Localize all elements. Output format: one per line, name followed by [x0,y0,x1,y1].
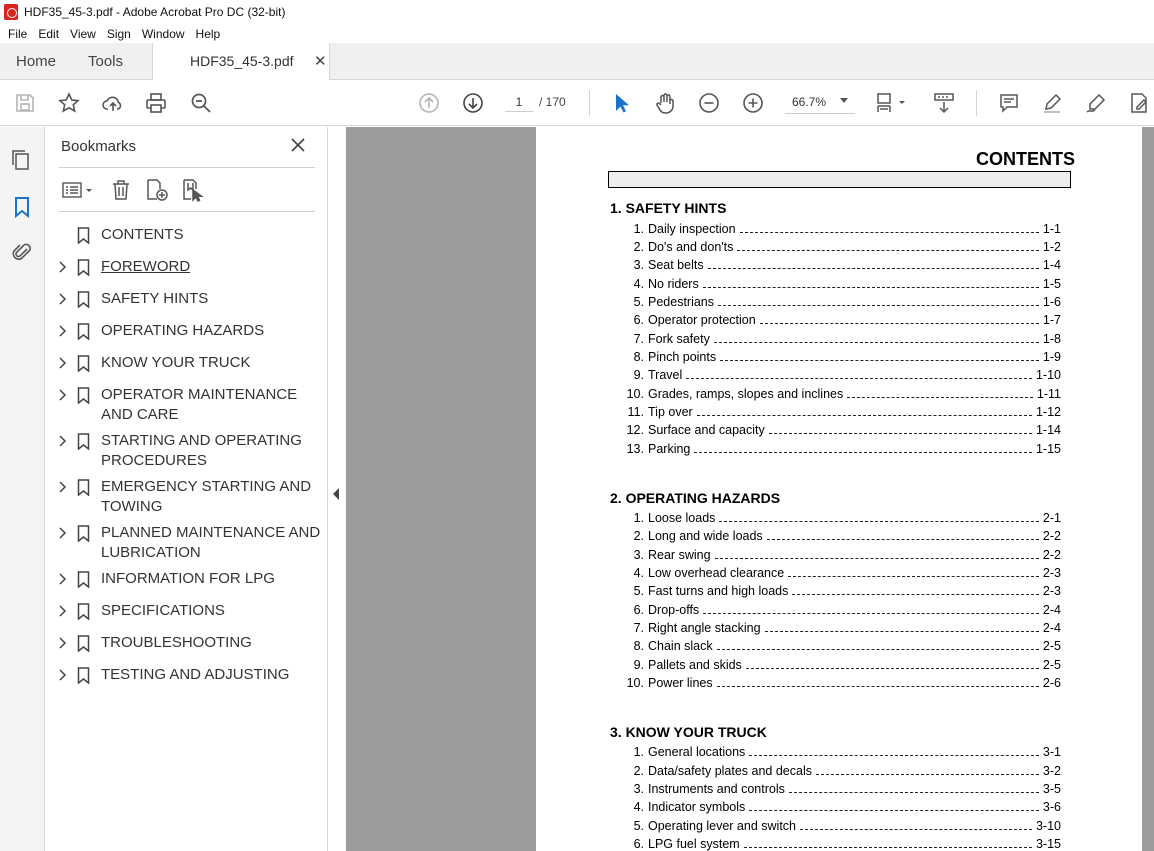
toc-page: 1-6 [1042,295,1061,309]
toc-text: Instruments and controls [648,782,785,796]
toc-text: Loose loads [648,511,716,525]
toc-entry[interactable] [616,658,1061,676]
toc-text: Tip over [648,405,693,419]
toc-num: 9. [633,368,644,382]
toc-page: 2-3 [1042,566,1061,580]
bookmark-label: KNOW YOUR TRUCK [101,354,251,371]
bookmark-icon [77,603,90,620]
sign-icon[interactable] [1084,91,1108,115]
bookmark-label: TESTING AND ADJUSTING [101,666,290,683]
divider [59,211,315,212]
zoom-search-icon[interactable] [189,91,213,115]
toc-entry[interactable] [616,423,1061,441]
toc-text: No riders [648,277,699,291]
toc-text: LPG fuel system [648,837,740,851]
page-heading: CONTENTS [976,149,1075,169]
menu-window[interactable]: Window [141,26,185,41]
toc-num: 2. [633,240,644,254]
chevron-right-icon[interactable] [58,669,68,681]
toc-text: Operator protection [648,313,756,327]
toc-num: 3. [633,258,644,272]
page-total: / 170 [539,95,566,109]
toc-page: 1-12 [1035,405,1061,419]
toc-text: Operating lever and switch [648,819,796,833]
toc-page: 2-4 [1042,621,1061,635]
toc-text: Right angle stacking [648,621,761,635]
chevron-down-icon [840,98,848,103]
toc-text: Grades, ramps, slopes and inclines [648,387,844,401]
menu-file[interactable]: File [8,26,28,41]
toc-num: 8. [633,350,644,364]
toc-leader [720,351,1039,361]
toc-entry[interactable] [616,745,1061,763]
bookmark-label: FOREWORD [101,258,191,275]
toc-leader [737,241,1039,251]
bookmark-icon [77,291,90,308]
bookmark-label: TROUBLESHOOTING [101,634,252,651]
toc-entry[interactable] [616,442,1061,460]
select-cursor-icon[interactable] [609,91,633,115]
pdf-page [536,127,1142,851]
toc-entry[interactable] [616,405,1061,423]
bookmark-icon [77,227,90,244]
divider [59,167,315,168]
title-bar [0,0,1154,24]
toc-entry[interactable] [616,584,1061,602]
bookmarks-title: Bookmarks [61,138,137,155]
toc-text: Power lines [648,676,713,690]
zoom-in-icon[interactable] [741,91,765,115]
chevron-right-icon[interactable] [58,293,68,305]
chevron-right-icon[interactable] [58,261,68,273]
page-gutter [1142,127,1154,851]
toc-num: 6. [633,603,644,617]
toc-text: Chain slack [648,639,713,653]
toc-entry[interactable] [616,837,1061,851]
menu-view[interactable]: View [70,26,96,41]
menu-sign[interactable]: Sign [106,26,131,41]
toc-text: Pallets and skids [648,658,742,672]
toc-num: 4. [633,800,644,814]
toc-leader [714,333,1039,343]
toc-page: 2-5 [1042,639,1061,653]
menu-help[interactable]: Help [195,26,221,41]
bookmark-icon [77,525,90,542]
toc-page: 1-2 [1042,240,1061,254]
bookmarks-panel [45,127,328,851]
toolbar-separator [976,90,977,116]
chevron-right-icon[interactable] [58,325,68,337]
toc-entry[interactable] [616,782,1061,800]
toc-text: Indicator symbols [648,800,746,814]
toc-leader [746,659,1039,669]
previous-page-icon[interactable] [417,91,441,115]
toc-leader [749,801,1039,811]
toc-leader [765,622,1039,632]
bookmark-icon [77,479,90,496]
toc-text: Low overhead clearance [648,566,785,580]
toc-entry[interactable] [616,621,1061,639]
page-thumbnails-icon[interactable] [10,148,34,172]
toc-num: 8. [633,639,644,653]
toc-page: 1-9 [1042,350,1061,364]
document-viewport[interactable] [346,127,1154,851]
toc-num: 7. [633,332,644,346]
heading-rule-box [608,171,1071,188]
collapse-panel-icon[interactable] [333,488,339,500]
bookmark-icon [77,571,90,588]
toc-leader [800,820,1032,830]
toc-leader [847,388,1033,398]
zoom-out-icon[interactable] [697,91,721,115]
toc-page: 2-5 [1042,658,1061,672]
toc-leader [717,640,1039,650]
attachment-icon[interactable] [10,240,34,264]
toc-entry[interactable] [616,332,1061,350]
toc-entry[interactable] [616,277,1061,295]
delete-bookmark-icon[interactable] [111,177,131,203]
chevron-right-icon[interactable] [58,605,68,617]
bookmark-label: INFORMATION FOR LPG [101,570,275,587]
zoom-select[interactable] [785,92,855,114]
toc-page: 1-7 [1042,313,1061,327]
bookmark-icon [77,259,90,276]
save-icon[interactable] [13,91,37,115]
chevron-right-icon[interactable] [58,527,68,539]
toc-page: 2-2 [1042,548,1061,562]
toc-text: Travel [648,368,683,382]
chevron-right-icon[interactable] [58,357,68,369]
bookmark-icon [77,635,90,652]
bookmark-label: SPECIFICATIONS [101,602,225,619]
upload-cloud-icon[interactable] [101,91,125,115]
chevron-right-icon[interactable] [58,435,68,447]
highlight-pen-icon[interactable] [1040,91,1064,115]
toc-num: 7. [633,621,644,635]
toc-entry[interactable] [616,548,1061,566]
toc-text: Daily inspection [648,222,736,236]
toc-text: Surface and capacity [648,423,765,437]
navigation-rail [0,127,45,851]
toc-entry[interactable] [616,566,1061,584]
toc-entry[interactable] [616,258,1061,276]
toc-leader [769,424,1032,434]
toc-text: Drop-offs [648,603,700,617]
toc-entry[interactable] [616,603,1061,621]
toc-page: 2-1 [1042,511,1061,525]
toc-text: Pinch points [648,350,717,364]
toc-entry[interactable] [616,387,1061,405]
toc-entry[interactable] [616,676,1061,694]
toc-entry[interactable] [616,350,1061,368]
bookmark-label: CONTENTS [101,226,184,243]
toc-page: 3-1 [1042,745,1061,759]
toc-page: 3-10 [1035,819,1061,833]
toc-leader [708,259,1039,269]
menu-bar [0,24,1154,43]
comment-icon[interactable] [997,91,1021,115]
toc-page: 1-4 [1042,258,1061,272]
bookmarks-toolbar [59,175,315,205]
toc-num: 12. [626,423,644,437]
toc-num: 2. [633,529,644,543]
toc-num: 5. [633,295,644,309]
toc-num: 1. [633,511,644,525]
bookmark-from-selection-icon[interactable] [181,177,205,203]
toc-text: Long and wide loads [648,529,763,543]
toc-entry[interactable] [616,240,1061,258]
toc-page: 1-14 [1035,423,1061,437]
main-toolbar [0,80,1154,126]
toc-page: 1-8 [1042,332,1061,346]
tab-bar [0,43,1154,80]
hand-tool-icon[interactable] [653,91,677,115]
toc-leader [703,278,1039,288]
toc-leader [703,604,1039,614]
toc-num: 6. [633,313,644,327]
toc-num: 1. [633,745,644,759]
bookmark-label: OPERATING HAZARDS [101,322,265,339]
bookmark-panel-icon[interactable] [10,195,34,219]
toc-entry[interactable] [616,313,1061,331]
section-title: 2. OPERATING HAZARDS [610,490,781,506]
new-bookmark-icon[interactable] [145,177,169,203]
page-number-input[interactable] [505,92,533,112]
bookmark-icon [77,387,90,404]
toc-leader [816,765,1039,775]
toc-num: 5. [633,819,644,833]
chevron-right-icon[interactable] [58,637,68,649]
toc-num: 6. [633,837,644,851]
close-tab-icon[interactable]: ✕ [314,53,327,70]
toc-page: 1-5 [1042,277,1061,291]
section-title: 3. KNOW YOUR TRUCK [610,724,767,740]
chevron-right-icon[interactable] [58,389,68,401]
toc-text: Fast turns and high loads [648,584,789,598]
toc-page: 2-2 [1042,529,1061,543]
toc-page: 3-2 [1042,764,1061,778]
toc-page: 1-1 [1042,222,1061,236]
toc-leader [694,443,1032,453]
toc-text: General locations [648,745,746,759]
toc-entry[interactable] [616,511,1061,529]
bookmark-icon [77,667,90,684]
toc-num: 11. [627,405,644,419]
toc-leader [760,314,1039,324]
toc-page: 1-10 [1035,368,1061,382]
toc-entry[interactable] [616,222,1061,240]
toc-num: 3. [633,548,644,562]
toc-num: 9. [633,658,644,672]
fit-page-icon[interactable] [875,91,909,115]
toc-page: 2-6 [1042,676,1061,690]
print-icon[interactable] [144,91,168,115]
toc-text: Do's and don'ts [648,240,734,254]
toc-page: 3-5 [1042,782,1061,796]
toc-leader [719,512,1039,522]
bookmark-icon [77,355,90,372]
toc-leader [718,296,1039,306]
edit-document-icon[interactable] [1127,91,1151,115]
toc-leader [767,530,1039,540]
bookmark-label: OPERATOR MAINTENANCE AND CARE [101,386,298,423]
bookmark-label: EMERGENCY STARTING AND TOWING [101,478,312,515]
options-list-icon[interactable] [61,177,95,203]
bookmark-icon [77,433,90,450]
toc-num: 5. [633,584,644,598]
toc-text: Pedestrians [648,295,715,309]
section-title: 1. SAFETY HINTS [610,200,727,216]
toc-entry[interactable] [616,529,1061,547]
scroll-mode-icon[interactable] [932,91,956,115]
document-tab-label: HDF35_45-3.pdf [190,53,294,69]
window-title: HDF35_45-3.pdf - Adobe Acrobat Pro DC (32-bit) [24,5,286,19]
bookmark-label: PLANNED MAINTENANCE AND LUBRICATION [101,524,321,561]
toc-text: Seat belts [648,258,704,272]
toc-entry[interactable] [616,800,1061,818]
toc-num: 3. [633,782,644,796]
toc-num: 13. [626,442,644,456]
toc-text: Rear swing [648,548,711,562]
toc-text: Fork safety [648,332,710,346]
bookmark-icon [77,323,90,340]
tab-tools[interactable]: Tools [88,53,124,70]
toc-entry[interactable] [616,368,1061,386]
toc-entry[interactable] [616,639,1061,657]
toc-page: 2-4 [1042,603,1061,617]
toc-num: 4. [633,277,644,291]
toc-leader [749,746,1039,756]
bookmark-label: STARTING AND OPERATING PROCEDURES [101,432,302,469]
toc-page: 1-15 [1035,442,1061,456]
toc-leader [792,585,1039,595]
toc-num: 1. [633,222,644,236]
chevron-right-icon[interactable] [58,481,68,493]
toc-text: Parking [648,442,691,456]
menu-edit[interactable]: Edit [38,26,60,41]
toc-page: 3-6 [1042,800,1061,814]
pdf-app-icon [4,4,18,20]
chevron-right-icon[interactable] [58,573,68,585]
next-page-icon[interactable] [461,91,485,115]
toc-num: 4. [633,566,644,580]
close-icon[interactable] [290,137,308,155]
toc-leader [740,223,1039,233]
toc-text: Data/safety plates and decals [648,764,812,778]
toc-leader [686,369,1032,379]
toc-entry[interactable] [616,295,1061,313]
toc-leader [697,406,1032,416]
tab-document[interactable] [152,43,330,80]
toolbar-separator [589,90,590,116]
toc-entry[interactable] [616,764,1061,782]
toc-leader [717,677,1039,687]
toc-leader [789,783,1039,793]
tab-home[interactable]: Home [16,53,57,70]
toc-page: 3-15 [1035,837,1061,851]
toc-leader [788,567,1039,577]
toc-leader [715,549,1039,559]
bookmark-label: SAFETY HINTS [101,290,209,307]
toc-num: 10. [626,676,644,690]
toc-num: 10. [626,387,644,401]
toc-leader [744,838,1032,848]
star-icon[interactable] [57,91,81,115]
toc-entry[interactable] [616,819,1061,837]
toc-num: 2. [633,764,644,778]
toc-page: 1-11 [1036,387,1061,401]
zoom-value: 66.7% [792,95,827,109]
toc-page: 2-3 [1042,584,1061,598]
